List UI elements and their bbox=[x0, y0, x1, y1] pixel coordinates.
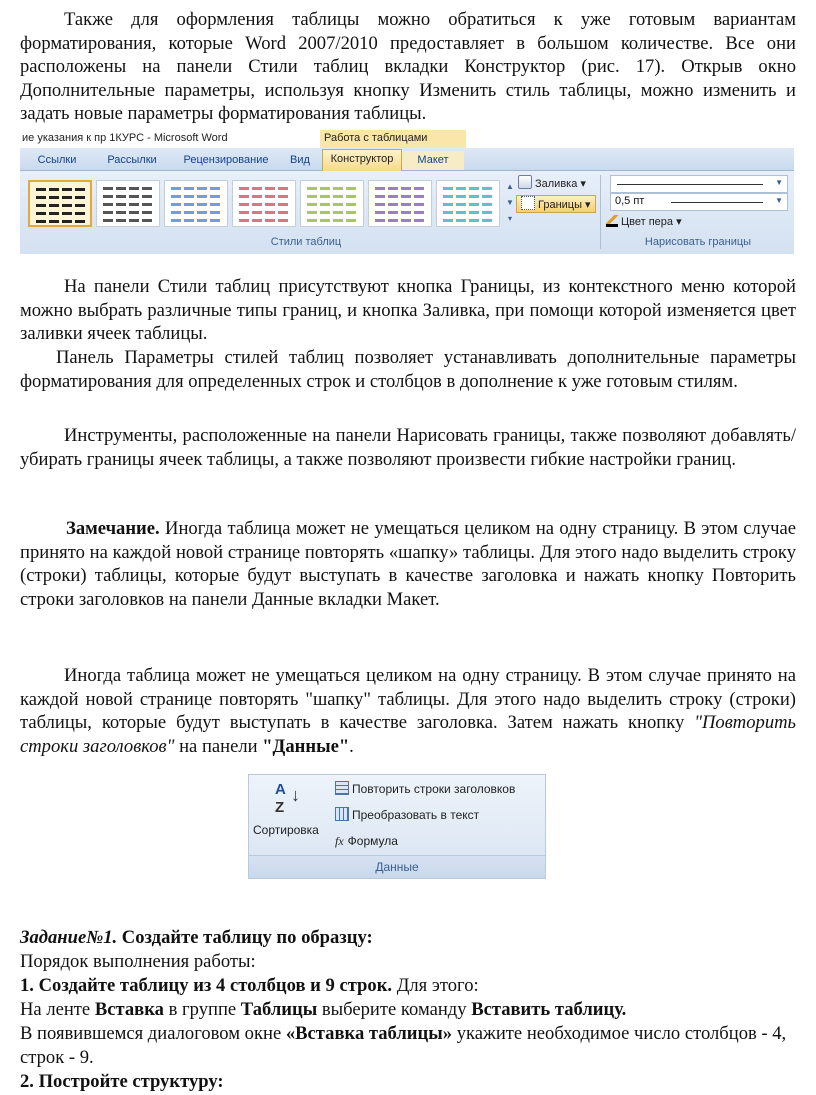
sort-icon[interactable] bbox=[273, 781, 301, 821]
task-step-1-b bbox=[20, 1022, 796, 1069]
table-style-row bbox=[103, 203, 153, 206]
table-style-row bbox=[36, 196, 86, 199]
table-style-swatch[interactable] bbox=[436, 180, 500, 227]
window-titlebar bbox=[20, 130, 794, 148]
table-style-row bbox=[36, 204, 86, 207]
table-style-row bbox=[103, 211, 153, 214]
table-style-row bbox=[443, 187, 493, 190]
task-title bbox=[20, 926, 796, 950]
table-style-swatch[interactable] bbox=[96, 180, 160, 227]
convert-to-text-label: Преобразовать в текст bbox=[352, 808, 480, 822]
paint-bucket-icon bbox=[518, 175, 532, 189]
repeat-header-rows-label: Повторить строки заголовков bbox=[352, 782, 516, 796]
line-weight-value: 0,5 пт bbox=[615, 195, 645, 207]
table-style-row bbox=[443, 195, 493, 198]
formula-icon: fx bbox=[335, 834, 344, 848]
table-style-row bbox=[443, 219, 493, 222]
panel-name: "Данные" bbox=[262, 735, 350, 757]
table-style-row bbox=[307, 203, 357, 206]
line-b1: В появившемся диалоговом окне bbox=[20, 1023, 286, 1044]
table-style-row bbox=[443, 211, 493, 214]
pen-color-label: Цвет пера bbox=[621, 216, 674, 228]
formula-label: Формула bbox=[347, 834, 398, 848]
step1-rest: Для этого: bbox=[392, 975, 479, 996]
paragraph-borders-fill: На панели Стили таблиц присутствуют кнопка Границы, из контекстного меню которой можно выбрать различные типы границ, и кнопка Заливка, при помощи которой изменяется цвет заливки ячеек таблицы. bbox=[20, 276, 796, 345]
table-style-swatch[interactable] bbox=[28, 180, 92, 227]
sort-button[interactable]: Сортировка bbox=[253, 823, 319, 837]
line-style-select[interactable] bbox=[610, 175, 788, 193]
fill-label: Заливка bbox=[535, 178, 578, 190]
table-style-row bbox=[36, 220, 86, 223]
table-style-swatch[interactable] bbox=[368, 180, 432, 227]
line-weight-select[interactable] bbox=[610, 193, 788, 211]
table-style-row bbox=[171, 187, 221, 190]
group-label-draw-borders: Нарисовать границы bbox=[644, 236, 752, 248]
table-style-row bbox=[171, 195, 221, 198]
step1-bold: 1. Создайте таблицу из 4 столбцов и 9 строк. bbox=[20, 975, 393, 996]
table-style-row bbox=[103, 187, 153, 190]
paragraph-style-options: Панель Параметры стилей таблиц позволяет устанавливать дополнительные параметры форматирования для определенных строк и столбцов в дополнение к уже готовым стилям. bbox=[20, 347, 796, 392]
task-heading: Создайте таблицу по образцу: bbox=[117, 927, 373, 948]
table-style-swatch[interactable] bbox=[300, 180, 364, 227]
fill-button[interactable]: Заливка ▾ bbox=[518, 175, 586, 193]
arrow-down-icon: ↓ bbox=[291, 785, 300, 805]
pen-icon bbox=[606, 215, 618, 227]
tab-design[interactable]: Конструктор bbox=[322, 149, 402, 171]
para5-text-a: Иногда таблица может не умещаться целиком на одну страницу. В этом случае принято на каждой новой странице повторять "шапку" таблицы. Для этого надо выделить строку (строки) таблицы, которые будут выступать в качестве заголовка. Затем нажать кнопку bbox=[20, 665, 796, 734]
table-style-row bbox=[103, 195, 153, 198]
pen-color-button[interactable]: Цвет пера ▾ bbox=[606, 213, 682, 231]
chevron-down-icon: ▼ bbox=[775, 196, 783, 205]
ribbon-data-group-screenshot bbox=[248, 774, 546, 879]
sort-icon-a: A bbox=[275, 781, 286, 798]
table-style-row bbox=[375, 219, 425, 222]
note-label: Замечание. bbox=[66, 518, 160, 539]
table-style-row bbox=[307, 195, 357, 198]
button-name: "Повторить строки заголовков" bbox=[20, 712, 796, 757]
tab-links[interactable]: Ссылки bbox=[37, 154, 77, 166]
table-style-row bbox=[375, 187, 425, 190]
task-step-2: 2. Постройте структуру: bbox=[20, 1071, 224, 1092]
dialog-insert-table: «Вставка таблицы» bbox=[285, 1023, 453, 1044]
task-order: Порядок выполнения работы: bbox=[20, 951, 256, 972]
repeat-rows-icon bbox=[335, 781, 349, 795]
task-number: Задание№1. bbox=[20, 927, 118, 948]
paragraph-draw-borders: Инструменты, расположенные на панели Нарисовать границы, также позволяют добавлять/убирать границы ячеек таблицы, а также позволяют произвести гибкие настройки границ. bbox=[20, 425, 796, 470]
table-style-row bbox=[239, 219, 289, 222]
tab-mailings[interactable]: Рассылки bbox=[107, 154, 157, 166]
formula-button[interactable] bbox=[335, 831, 398, 851]
table-style-row bbox=[239, 203, 289, 206]
convert-text-icon bbox=[335, 807, 349, 821]
task-step-1-a bbox=[20, 998, 796, 1022]
group-label-table-styles: Стили таблиц bbox=[270, 236, 342, 248]
table-style-row bbox=[103, 219, 153, 222]
sort-icon-z: Z bbox=[275, 799, 285, 816]
group-separator bbox=[600, 175, 601, 249]
paragraph-repeat-header bbox=[20, 664, 796, 758]
task-step-1 bbox=[20, 974, 796, 998]
line-a1: На ленте bbox=[20, 999, 95, 1020]
ribbon-tabs bbox=[20, 148, 794, 171]
ribbon-table-design-screenshot bbox=[20, 130, 794, 254]
table-style-row bbox=[307, 219, 357, 222]
paragraph-note bbox=[20, 517, 796, 611]
table-style-row bbox=[239, 195, 289, 198]
para5-text-b: на панели bbox=[174, 735, 263, 757]
table-style-row bbox=[307, 211, 357, 214]
table-style-swatch[interactable] bbox=[232, 180, 296, 227]
table-style-swatch[interactable] bbox=[164, 180, 228, 227]
chevron-down-icon: ▼ bbox=[775, 178, 783, 187]
table-style-row bbox=[171, 219, 221, 222]
table-style-row bbox=[36, 188, 86, 191]
note-text: Иногда таблица может не умещаться целиком на одну страницу. В этом случае принято на каждой новой странице повторять «шапку» таблицы. Для этого надо выделить строку (строки) таблицы, которые будут выступать в качестве заголовка и нажать кнопку Повторить строки заголовков на панели Данные вкладки Макет. bbox=[20, 518, 796, 610]
line-a3: выберите команду bbox=[317, 999, 472, 1020]
line-style-preview bbox=[617, 184, 763, 185]
ribbon-panel bbox=[20, 171, 794, 254]
tab-layout[interactable]: Макет bbox=[402, 151, 464, 170]
convert-to-text-button[interactable] bbox=[335, 805, 479, 825]
table-style-row bbox=[307, 187, 357, 190]
table-style-row bbox=[239, 211, 289, 214]
tab-view[interactable]: Вид bbox=[290, 154, 310, 166]
ribbon-insert: Вставка bbox=[94, 999, 164, 1020]
more-icon[interactable]: ▾ bbox=[507, 214, 512, 223]
repeat-header-rows-button[interactable] bbox=[335, 779, 515, 799]
borders-icon bbox=[521, 196, 535, 210]
table-style-row bbox=[443, 203, 493, 206]
para5-text-c: . bbox=[349, 735, 354, 757]
borders-button[interactable]: Границы ▾ bbox=[516, 195, 596, 213]
table-style-row bbox=[375, 195, 425, 198]
table-style-row bbox=[36, 212, 86, 215]
group-tables: Таблицы bbox=[240, 999, 318, 1020]
line-a2: в группе bbox=[163, 999, 241, 1020]
table-style-row bbox=[171, 211, 221, 214]
borders-label: Границы bbox=[538, 199, 582, 211]
line-b2: укажите необходимое число столбцов - 4, строк - 9. bbox=[20, 1023, 787, 1068]
window-title: ие указания к пр 1КУРС - Microsoft Word bbox=[22, 132, 228, 144]
table-style-row bbox=[171, 203, 221, 206]
line-weight-preview bbox=[671, 202, 763, 203]
group-label-data: Данные bbox=[249, 855, 545, 878]
table-style-row bbox=[375, 211, 425, 214]
table-style-row bbox=[375, 203, 425, 206]
context-tab-title: Работа с таблицами bbox=[320, 130, 466, 148]
paragraph-table-styles: Также для оформления таблицы можно обратиться к уже готовым вариантам форматирования, которые Word 2007/2010 предоставляет в большом количестве. Все они расположены на панели Стили таблиц вкладки Конструктор (рис. 17). Открыв окно Дополнительные параметры, используя кнопку Изменить стиль таблицы, можно изменить и задать новые параметры форматирования таблицы. bbox=[20, 9, 796, 125]
gallery-scroll[interactable] bbox=[504, 179, 516, 231]
scroll-up-icon[interactable]: ▲ bbox=[506, 182, 514, 191]
tab-review[interactable]: Рецензирование bbox=[183, 154, 269, 166]
table-style-row bbox=[239, 187, 289, 190]
cmd-insert-table: Вставить таблицу. bbox=[471, 999, 627, 1020]
scroll-down-icon[interactable]: ▼ bbox=[506, 198, 514, 207]
